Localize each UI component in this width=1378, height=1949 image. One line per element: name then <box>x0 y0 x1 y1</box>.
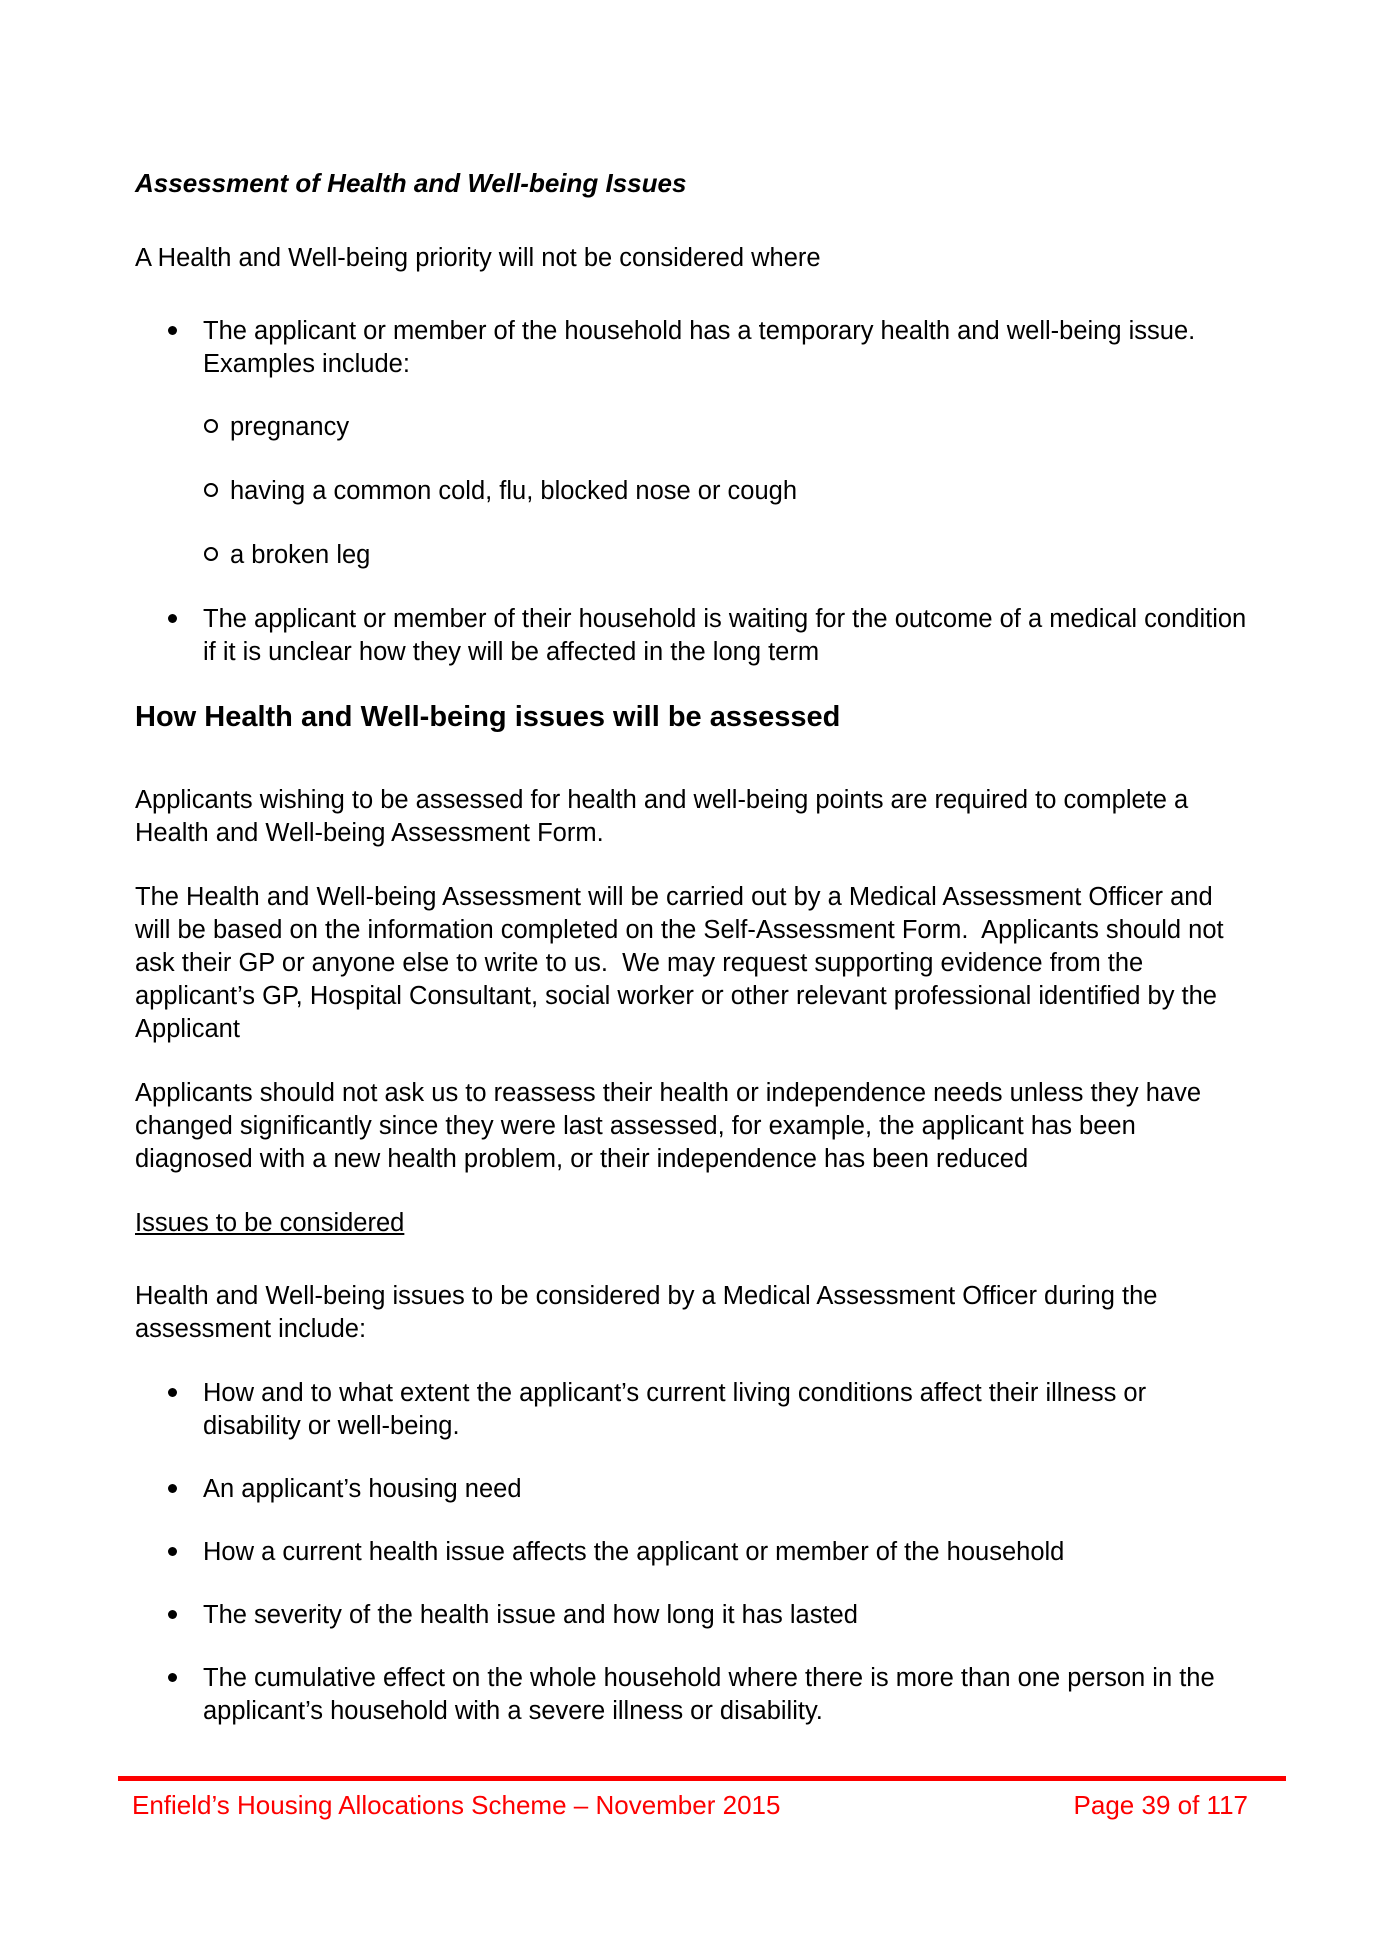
bullet-icon <box>135 1536 203 1569</box>
sub-list-item <box>135 475 1250 508</box>
circle-bullet-icon <box>135 411 230 444</box>
list-item-text: How and to what extent the applicant’s current living conditions affect their illness or disability or well-being. <box>203 1379 1154 1440</box>
subsection-heading: Issues to be considered <box>135 1209 405 1237</box>
body-paragraph: Applicants should not ask us to reassess their health or independence needs unless they have changed significantly since they were last assessed, for example, the applicant has been diagnosed with a new health problem, or their independence has been reduced <box>135 1079 1209 1173</box>
list-item <box>135 1662 1250 1728</box>
list-item-text: The severity of the health issue and how long it has lasted <box>203 1601 858 1629</box>
list-item <box>135 1536 1250 1569</box>
sub-list-item-text: pregnancy <box>230 413 350 441</box>
body-paragraph: Health and Well-being issues to be considered by a Medical Assessment Officer during the assessment include: <box>135 1282 1165 1343</box>
body-paragraph: The Health and Well-being Assessment will be carried out by a Medical Assessment Officer and will be based on the information completed on the Self-Assessment Form. Applicants should not ask their GP or anyone else to write to us. We may request supporting evidence from the applicant’s GP, Hospital Consultant, social worker or other relevant professional identified by the Applicant <box>135 883 1231 1043</box>
bullet-icon <box>135 1662 203 1728</box>
list-item <box>135 603 1254 669</box>
list-item <box>135 1599 1250 1632</box>
circle-bullet-icon <box>135 475 230 508</box>
sub-list-item-text: having a common cold, flu, blocked nose or cough <box>230 477 798 505</box>
bullet-icon <box>135 603 203 669</box>
intro-paragraph: A Health and Well-being priority will not be considered where <box>135 244 821 272</box>
footer-document-title: Enfield’s Housing Allocations Scheme – November 2015 <box>132 1790 781 1820</box>
body-paragraph: Applicants wishing to be assessed for health and well-being points are required to complete a Health and Well-being Assessment Form. <box>135 786 1196 847</box>
page-footer <box>118 1776 1286 1821</box>
sub-list-item <box>135 539 1250 572</box>
sub-list-item <box>135 411 1250 444</box>
circle-bullet-icon <box>135 539 230 572</box>
footer-page-number: Page 39 of 117 <box>1073 1790 1248 1820</box>
list-item <box>135 1377 1250 1443</box>
bullet-icon <box>135 315 203 381</box>
bullet-icon <box>135 1599 203 1632</box>
list-item-text: How a current health issue affects the applicant or member of the household <box>203 1538 1065 1566</box>
section-heading: How Health and Well-being issues will be assessed <box>135 701 841 733</box>
sub-list-item-text: a broken leg <box>230 541 371 569</box>
bullet-icon <box>135 1473 203 1506</box>
footer-text-row <box>118 1781 1286 1821</box>
list-item-text: An applicant’s housing need <box>203 1475 522 1503</box>
list-item <box>135 1473 1250 1506</box>
list-item-text: The applicant or member of their household is waiting for the outcome of a medical condition if it is unclear how they will be affected in the long term <box>203 605 1254 666</box>
document-title: Assessment of Health and Well-being Issues <box>135 168 687 198</box>
list-item-text: The applicant or member of the household has a temporary health and well-being issue. Examples include: <box>203 317 1210 378</box>
list-item-text: The cumulative effect on the whole household where there is more than one person in the applicant’s household with a severe illness or disability. <box>203 1664 1222 1725</box>
list-item <box>135 315 1250 381</box>
bullet-icon <box>135 1377 203 1443</box>
